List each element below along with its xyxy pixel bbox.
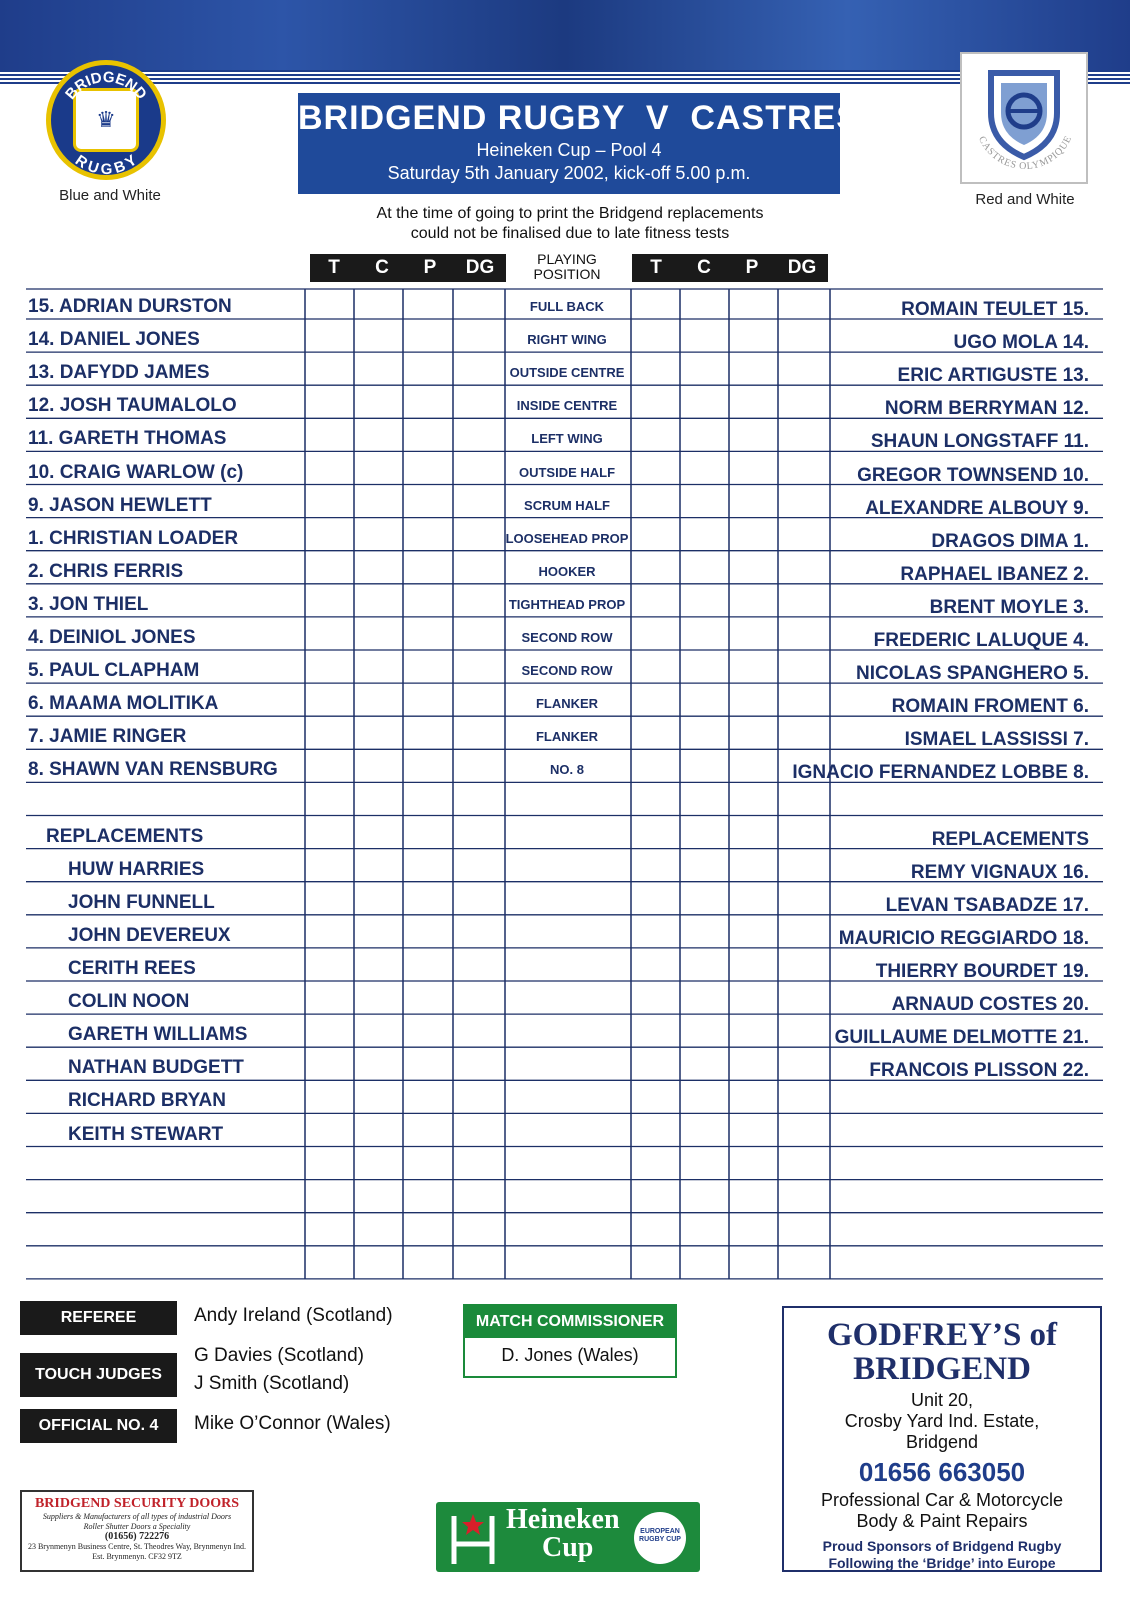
godfreys-phone: 01656 663050 <box>858 1457 1026 1487</box>
home-conversions-header: C <box>358 254 406 282</box>
erc-badge-icon <box>634 1512 686 1564</box>
security-line-4: Est. Brynmenyn. CF32 9TZ <box>92 1552 182 1561</box>
notice-line-1: At the time of going to print the Bridgend replacements <box>376 205 764 222</box>
away-player: IGNACIO FERNANDEZ LOBBE 8. <box>792 762 1089 784</box>
home-player: 13. DAFYDD JAMES <box>28 362 210 384</box>
godfreys-sponsor-1: Proud Sponsors of Bridgend Rugby <box>822 1538 1062 1554</box>
match-commissioner-label: MATCH COMMISSIONER <box>465 1306 675 1338</box>
shield-icon: ♛ <box>73 88 139 152</box>
match-title: BRIDGEND RUGBY V CASTRES <box>298 99 860 137</box>
fourth-official-name: Mike O’Connor (Wales) <box>194 1413 391 1434</box>
security-phone: (01656) 722276 <box>104 1531 170 1542</box>
security-line-2: Roller Shutter Doors a Speciality <box>83 1522 191 1531</box>
home-tries-header: T <box>310 254 358 282</box>
godfreys-desc <box>784 1490 1100 1532</box>
competition: Heineken Cup – Pool 4 <box>476 140 662 160</box>
away-replacement: GUILLAUME DELMOTTE 21. <box>834 1027 1089 1049</box>
heineken-line-1: Heineken <box>506 1504 620 1535</box>
crest-text-top: BRIDGEND <box>62 68 150 103</box>
home-player: 12. JOSH TAUMALOLO <box>28 395 237 417</box>
away-penalties-header: P <box>728 254 776 282</box>
home-replacement: JOHN FUNNELL <box>68 891 215 913</box>
touch-judge-1: G Davies (Scotland) <box>194 1345 365 1366</box>
security-line-1: Suppliers & Manufacturers of all types of industrial Doors <box>42 1512 232 1521</box>
home-replacement: GARETH WILLIAMS <box>68 1024 248 1046</box>
touch-judges-label: TOUCH JUDGES <box>20 1353 177 1397</box>
security-title: BRIDGEND SECURITY DOORS <box>34 1496 240 1511</box>
away-tries-header: T <box>632 254 680 282</box>
notice-line-2: could not be finalised due to late fitness tests <box>410 225 730 242</box>
away-replacement: LEVAN TSABADZE 17. <box>885 894 1089 916</box>
pp-header-line-2: POSITION <box>533 266 601 282</box>
heineken-line-2: Cup <box>542 1532 594 1563</box>
godfreys-address <box>784 1390 1100 1453</box>
home-player: 2. CHRIS FERRIS <box>28 560 184 582</box>
away-dropgoals-header: DG <box>776 254 828 282</box>
player-position: LEFT WING <box>531 431 603 447</box>
away-replacement: THIERRY BOURDET 19. <box>875 961 1089 982</box>
away-player: ALEXANDRE ALBOUY 9. <box>865 497 1089 519</box>
player-position: NO. 8 <box>550 762 584 778</box>
godfreys-address-2: Crosby Yard Ind. Estate, <box>844 1411 1040 1431</box>
away-player: DRAGOS DIMA 1. <box>931 530 1089 552</box>
match-commissioner-name: D. Jones (Wales) <box>501 1345 639 1365</box>
player-position: TIGHTHEAD PROP <box>508 596 626 612</box>
player-position: FLANKER <box>535 729 599 745</box>
home-player: 4. DEINIOL JONES <box>28 627 196 648</box>
home-dropgoals-header: DG <box>454 254 506 282</box>
home-replacements-label: REPLACEMENTS <box>46 825 204 847</box>
away-player: ISMAEL LASSISSI 7. <box>904 729 1089 751</box>
godfreys-desc-2: Body & Paint Repairs <box>856 1511 1028 1531</box>
away-replacement: MAURICIO REGGIARDO 18. <box>838 927 1089 949</box>
referee-name: Andy Ireland (Scotland) <box>194 1305 393 1326</box>
away-replacement: FRANCOIS PLISSON 22. <box>869 1060 1089 1082</box>
away-replacements-label: REPLACEMENTS <box>931 828 1089 850</box>
godfreys-desc-1: Professional Car & Motorcycle <box>820 1490 1064 1510</box>
security-line-3: 23 Brynmenyn Business Centre, St. Theodres Way, Brynmenyn Ind. <box>27 1542 247 1551</box>
godfreys-title-2: BRIDGEND <box>853 1351 1031 1387</box>
godfreys-address-1: Unit 20, <box>910 1390 974 1410</box>
away-replacement: REMY VIGNAUX 16. <box>910 861 1089 883</box>
player-position: RIGHT WING <box>527 332 607 348</box>
godfreys-advert <box>782 1306 1102 1572</box>
home-player: 1. CHRISTIAN LOADER <box>28 527 239 549</box>
fourth-official-label: OFFICIAL NO. 4 <box>20 1409 177 1443</box>
player-position: SCRUM HALF <box>524 497 610 513</box>
home-player: 10. CRAIG WARLOW (c) <box>28 461 244 483</box>
home-player: 8. SHAWN VAN RENSBURG <box>28 759 278 781</box>
godfreys-address-3: Bridgend <box>905 1432 979 1452</box>
home-replacement: RICHARD BRYAN <box>68 1090 226 1112</box>
player-position: OUTSIDE HALF <box>518 464 616 480</box>
away-player: GREGOR TOWNSEND 10. <box>857 464 1089 486</box>
godfreys-title-1: GODFREY’S of <box>826 1317 1058 1353</box>
rugby-posts-icon <box>446 1508 500 1566</box>
away-player: UGO MOLA 14. <box>953 332 1089 354</box>
touch-judge-2: J Smith (Scotland) <box>194 1373 350 1394</box>
match-commissioner-box <box>463 1304 677 1378</box>
home-colours: Blue and White <box>59 187 161 204</box>
away-player: ROMAIN FROMENT 6. <box>891 696 1089 718</box>
home-replacement: JOHN DEVEREUX <box>68 924 231 946</box>
player-position: LOOSEHEAD PROP <box>505 530 629 546</box>
home-player: 7. JAMIE RINGER <box>28 726 187 748</box>
away-player: ERIC ARTIGUSTE 13. <box>897 365 1089 387</box>
away-player: BRENT MOYLE 3. <box>929 596 1089 618</box>
home-player: 3. JON THIEL <box>28 593 149 615</box>
player-position: OUTSIDE CENTRE <box>509 365 625 381</box>
player-position: INSIDE CENTRE <box>516 398 618 414</box>
away-conversions-header: C <box>680 254 728 282</box>
godfreys-sponsor <box>784 1538 1100 1572</box>
heineken-cup-logo <box>436 1502 700 1572</box>
home-player: 11. GARETH THOMAS <box>28 428 227 450</box>
godfreys-sponsor-2: Following the ‘Bridge’ into Europe <box>828 1555 1056 1571</box>
castres-crest-text: CASTRES OLYMPIQUE <box>975 134 1075 173</box>
heineken-text <box>506 1506 620 1562</box>
home-replacement: HUW HARRIES <box>68 858 205 880</box>
home-player: 6. MAAMA MOLITIKA <box>28 693 219 715</box>
home-replacement: CERITH REES <box>68 958 196 979</box>
pp-header-line-1: PLAYING <box>537 251 597 267</box>
player-position: SECOND ROW <box>521 630 613 645</box>
crest-text-bottom: RUGBY <box>72 151 141 179</box>
home-replacement: NATHAN BUDGETT <box>68 1057 244 1079</box>
security-doors-advert <box>20 1490 254 1572</box>
home-replacement: COLIN NOON <box>68 991 190 1013</box>
away-player: RAPHAEL IBANEZ 2. <box>900 563 1089 585</box>
away-player: FREDERIC LALUQUE 4. <box>873 630 1089 651</box>
home-player: 9. JASON HEWLETT <box>28 494 212 516</box>
home-replacement: KEITH STEWART <box>68 1123 224 1145</box>
away-player: NICOLAS SPANGHERO 5. <box>856 663 1089 685</box>
referee-label: REFEREE <box>20 1301 177 1335</box>
erc-badge-text: EUROPEAN RUGBY CUP <box>639 1528 681 1543</box>
home-player: 14. DANIEL JONES <box>28 329 200 351</box>
player-position: FLANKER <box>535 696 599 712</box>
home-player: 15. ADRIAN DURSTON <box>28 296 232 317</box>
player-position: FULL BACK <box>529 299 605 314</box>
away-colours: Red and White <box>975 191 1075 208</box>
match-date: Saturday 5th January 2002, kick-off 5.00 p.m. <box>387 163 751 183</box>
home-penalties-header: P <box>406 254 454 282</box>
away-player: SHAUN LONGSTAFF 11. <box>870 431 1089 453</box>
player-position: SECOND ROW <box>521 663 613 679</box>
away-player: NORM BERRYMAN 12. <box>884 398 1089 420</box>
player-position: HOOKER <box>538 563 596 579</box>
away-player: ROMAIN TEULET 15. <box>901 299 1089 320</box>
away-replacement: ARNAUD COSTES 20. <box>891 994 1089 1016</box>
home-player: 5. PAUL CLAPHAM <box>28 660 200 682</box>
